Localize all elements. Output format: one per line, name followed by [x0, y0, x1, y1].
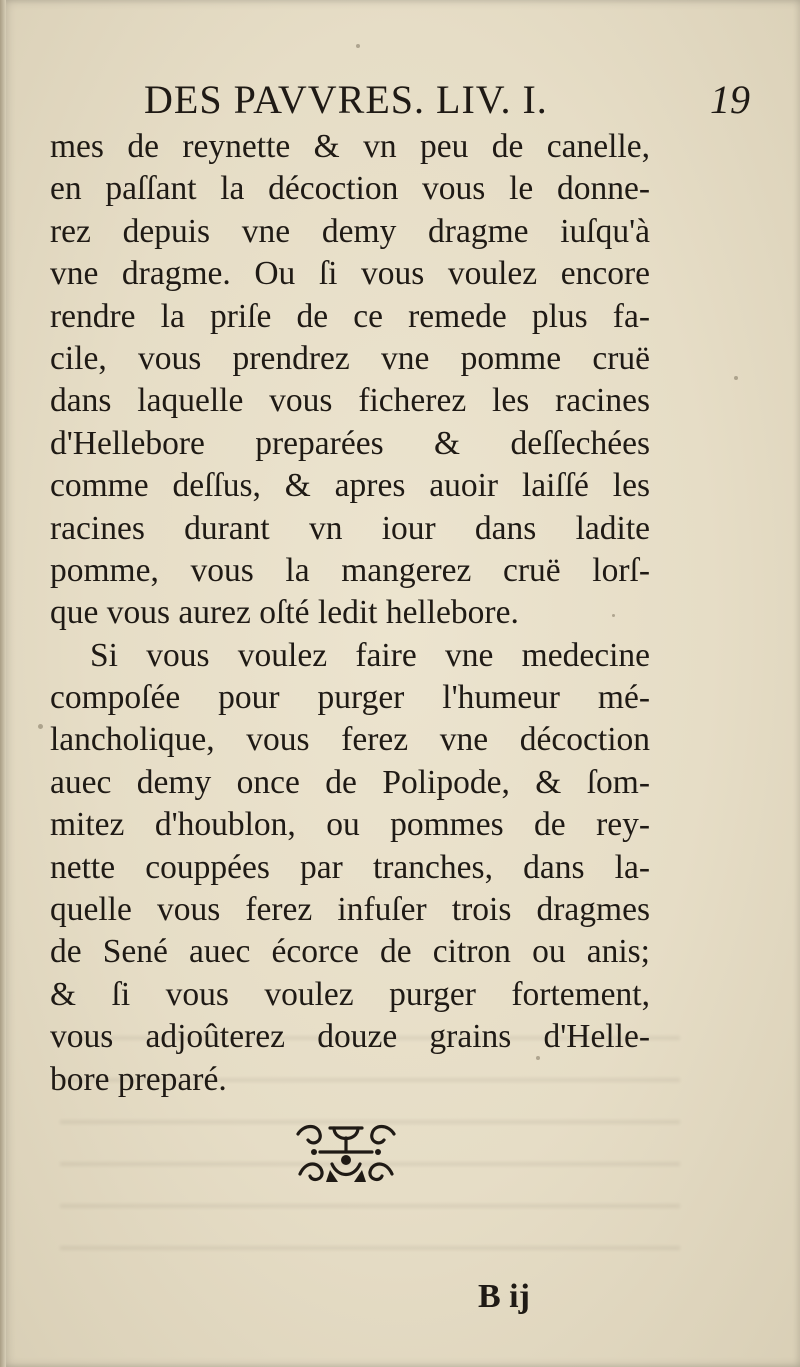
text-line: vous adjoûterez douze grains d'Helle- — [50, 1018, 650, 1056]
text-line: comme deſſus, & apres auoir laiſſé les — [50, 467, 650, 505]
paper-fleck — [536, 1056, 540, 1060]
signature-mark: B ij — [478, 1278, 530, 1315]
running-head — [48, 74, 760, 126]
text-line: nette couppées par tranches, dans la- — [50, 848, 650, 886]
text-line: mitez d'houblon, ou pommes de rey- — [50, 806, 650, 844]
paragraph-start-line: Si vous voulez faire vne medecine — [90, 636, 650, 674]
text-line: & ſi vous voulez purger fortement, — [50, 975, 650, 1013]
body-text — [50, 126, 650, 1101]
text-line: rendre la priſe de ce remede plus fa- — [50, 297, 650, 335]
text-line: pomme, vous la mangerez cruë lorſ- — [50, 551, 650, 589]
fleuron-ornament-icon — [290, 1120, 402, 1186]
text-line: auec demy once de Polipode, & ſom- — [50, 763, 650, 801]
paper-fleck — [356, 44, 360, 48]
text-line: dans laquelle vous ficherez les racines — [50, 382, 650, 420]
paper-fleck — [612, 614, 615, 617]
page-number: 19 — [710, 77, 750, 122]
text-line: mes de reynette & vn peu de canelle, — [50, 128, 650, 165]
text-line: d'Hellebore preparées & deſſechées — [50, 424, 650, 462]
paper-fleck — [38, 724, 43, 729]
text-line: racines durant vn iour dans ladite — [50, 509, 650, 547]
text-line: vne dragme. Ou ſi vous voulez encore — [50, 255, 650, 293]
running-head-title: DES PAVVRES. LIV. I. — [144, 77, 548, 122]
text-line: lancholique, vous ferez vne décoction — [50, 721, 650, 759]
text-line: de Sené auec écorce de citron ou anis; — [50, 933, 650, 971]
text-line: en paſſant la décoction vous le donne- — [50, 170, 650, 208]
text-line: que vous aurez oſté ledit hellebore. — [50, 594, 519, 632]
text-line: bore preparé. — [50, 1060, 227, 1098]
text-line: quelle vous ferez infuſer trois dragmes — [50, 891, 650, 929]
text-line: rez depuis vne demy dragme iuſqu'à — [50, 212, 650, 250]
text-line: compoſée pour purger l'humeur mé- — [50, 679, 650, 717]
text-line: cile, vous prendrez vne pomme cruë — [50, 339, 650, 377]
page-gutter-edge — [0, 0, 6, 1367]
paper-fleck — [734, 376, 738, 380]
